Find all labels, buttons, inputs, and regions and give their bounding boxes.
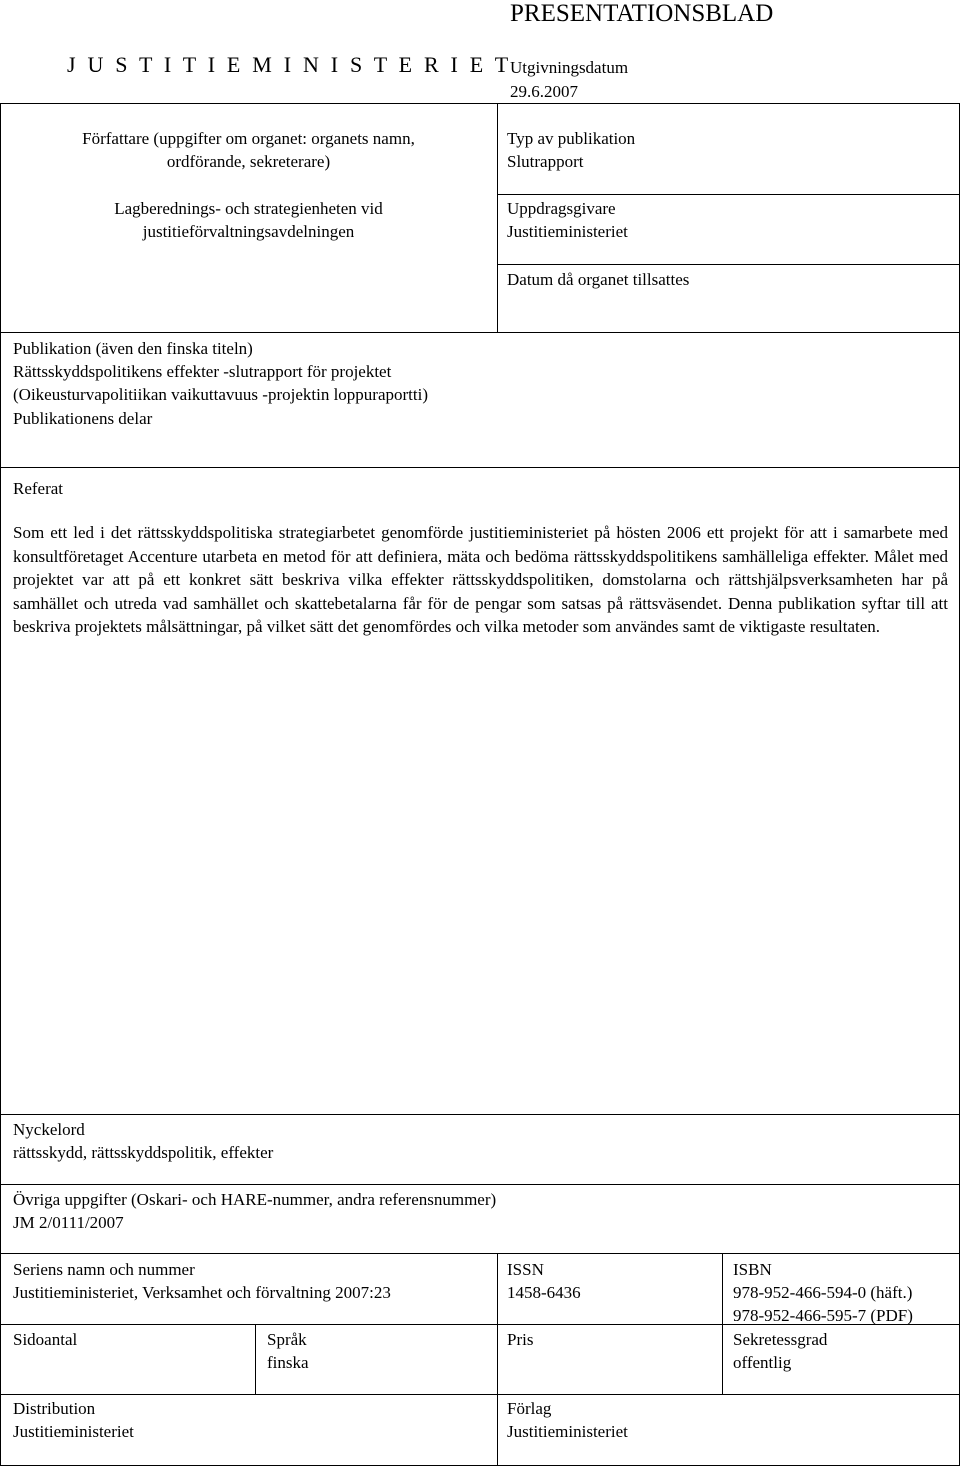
abstract-label: Referat [13, 479, 64, 498]
author-value-line2: justitieförvaltningsavdelningen [142, 222, 355, 241]
keywords-label: Nyckelord [13, 1120, 85, 1139]
line-col-language [255, 1324, 256, 1394]
appointed-date-label: Datum då organet tillsattes [507, 270, 690, 289]
isbn-value-print: 978-952-466-594-0 (häft.) [733, 1283, 913, 1302]
publication-type-label: Typ av publikation [507, 129, 636, 148]
distribution-value: Justitieministeriet [13, 1422, 134, 1441]
line-type-commissioner [497, 194, 960, 195]
line-publication-top [0, 332, 960, 333]
series-label: Seriens namn och nummer [13, 1260, 195, 1279]
line-bottom [0, 1465, 960, 1466]
language-value: finska [267, 1353, 309, 1372]
pages-label: Sidoantal [13, 1330, 78, 1349]
distribution-label: Distribution [13, 1399, 96, 1418]
keywords-value: rättsskydd, rättsskyddspolitik, effekter [13, 1143, 274, 1162]
other-info-label: Övriga uppgifter (Oskari- och HARE-nummer, andra referensnummer) [13, 1190, 497, 1209]
line-abstract-top [0, 467, 960, 468]
publisher-value: Justitieministeriet [507, 1422, 628, 1441]
publication-parts-label: Publikationens delar [13, 409, 153, 428]
price-label: Pris [507, 1330, 534, 1349]
issue-date-value: 29.6.2007 [510, 82, 578, 101]
issn-label: ISSN [507, 1260, 544, 1279]
line-col-issn [497, 1253, 498, 1465]
line-top [0, 103, 960, 104]
abstract-text: Som ett led i det rättsskyddspolitiska strategiarbetet genomförde justitieministeriet på hösten 2006 ett projekt för att i samarbete med konsultföretaget Accenture utarbeta en metod för att definiera, mäta och bedöma rättsskyddspolitikens samhälleliga effekter. Målet med projektet var att på ett konkret sätt beskriva vilka effekter rättsskyddspolitiken, domstolarna och rättshjälpsverksamheten har på samhället och utreda vad samhället och skattebetalarna får för de pengar som satsas på rättsväsendet. Denna publikation syftar till att beskriva projektets målsättningar, på vilket sätt det genomfördes och vilka metoder som användes samt de viktigaste resultaten. [13, 523, 948, 637]
commissioner-label: Uppdragsgivare [507, 199, 616, 218]
author-label-line2: ordförande, sekreterare) [166, 152, 331, 171]
document-type-heading: PRESENTATIONSBLAD [510, 0, 774, 27]
issn-value: 1458-6436 [507, 1283, 581, 1302]
isbn-value-pdf: 978-952-466-595-7 (PDF) [733, 1306, 913, 1325]
confidentiality-value: offentlig [733, 1353, 792, 1372]
other-info-value: JM 2/0111/2007 [13, 1213, 124, 1232]
line-commissioner-date [497, 264, 960, 265]
language-label: Språk [267, 1330, 307, 1349]
series-value: Justitieministeriet, Verksamhet och förvaltning 2007:23 [13, 1283, 391, 1302]
ministry-name: J U S T I T I E M I N I S T E R I E T [67, 52, 512, 77]
line-keywords-top [0, 1114, 960, 1115]
line-series-top [0, 1253, 960, 1254]
commissioner-value: Justitieministeriet [507, 222, 628, 241]
line-header-divider [497, 103, 498, 332]
publisher-label: Förlag [507, 1399, 552, 1418]
line-distribution-top [0, 1394, 960, 1395]
confidentiality-label: Sekretessgrad [733, 1330, 828, 1349]
line-left [0, 103, 1, 1466]
issue-date-label: Utgivningsdatum [510, 58, 629, 77]
publication-label: Publikation (även den finska titeln) [13, 339, 253, 358]
line-col-isbn [722, 1253, 723, 1394]
author-value-line1: Lagberednings- och strategienheten vid [114, 199, 383, 218]
isbn-label: ISBN [733, 1260, 772, 1279]
line-other-top [0, 1184, 960, 1185]
author-label-line1: Författare (uppgifter om organet: organets namn, [82, 129, 415, 148]
publication-type-value: Slutrapport [507, 152, 584, 171]
publication-title-fi: (Oikeusturvapolitiikan vaikuttavuus -projektin loppuraportti) [13, 385, 428, 404]
publication-title-sv: Rättsskyddspolitikens effekter -slutrapport för projektet [13, 362, 392, 381]
